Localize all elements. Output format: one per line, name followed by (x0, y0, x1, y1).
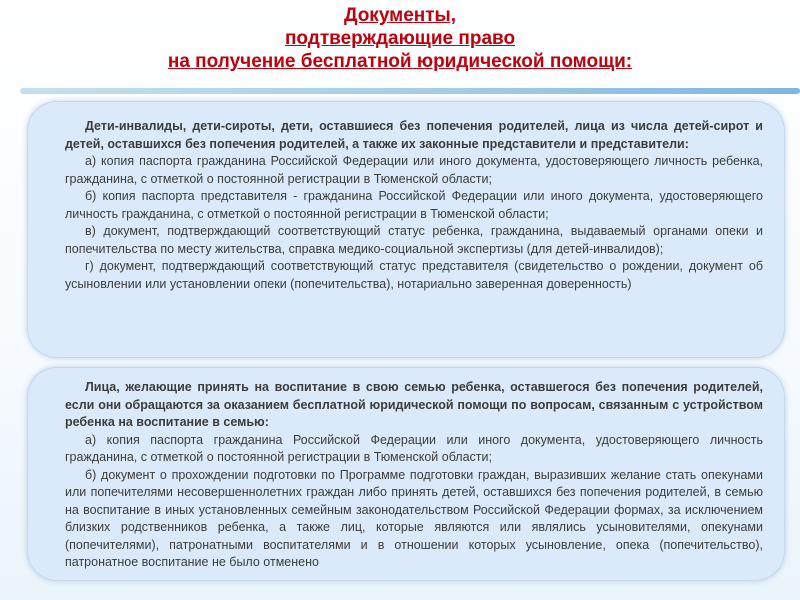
section-panel-children (27, 101, 785, 358)
document-item: в) документ, подтверждающий соответствующий статус ребенка, гражданина, выдаваемый органами опеки и попечительства по месту жительства, справка медико-социальной экспертизы (для детей-инвалидов); (65, 224, 763, 256)
page-title (0, 4, 800, 73)
section-heading: Лица, желающие принять на воспитание в свою семью ребенка, оставшегося без попечения родителей, если они обращаются за оказанием бесплатной юридической помощи по вопросам, связанным с устройством ребенка на воспитание в семью: (65, 380, 763, 429)
document-item: а) копия паспорта гражданина Российской Федерации или иного документа, удостоверяющего личность ребенка, гражданина, с отметкой о постоянной регистрации в Тюменской области; (65, 154, 763, 186)
document-item: б) документ о прохождении подготовки по Программе подготовки граждан, выразивших желание стать опекунами или попечителями несовершеннолетних граждан либо принять детей, оставшихся без попечения родителей, в семью на воспитание в иных установленных семейным законодательством Российской Федерации формах, за исключением близких родственников ребенка, а также лиц, которые являются или являлись усыновителями, опекунами (попечителями), патронатными воспитателями и в отношении которых усыновление, опека (попечительство), патронатное воспитание не было отменено (65, 467, 763, 569)
title-line-1: Документы, (343, 5, 457, 26)
section-panel-foster-families (27, 367, 785, 581)
document-item: а) копия паспорта гражданина Российской Федерации или иного документа, удостоверяющего личность гражданина, с отметкой о постоянной регистрации в Тюменской области; (65, 432, 763, 464)
title-line-3: на получение бесплатной юридической помощи: (167, 51, 633, 72)
title-divider (20, 88, 800, 94)
title-line-2: подтверждающие право (284, 28, 516, 49)
document-item: б) копия паспорта представителя - гражданина Российской Федерации или иного документа, удостоверяющего личность гражданина, с отметкой о постоянной регистрации в Тюменской области; (65, 189, 763, 221)
section-heading: Дети-инвалиды, дети-сироты, дети, оставшиеся без попечения родителей, лица из числа детей-сирот и детей, оставшихся без попечения родителей, а также их законные представители и представители: (65, 119, 763, 151)
document-item: г) документ, подтверждающий соответствующий статус представителя (свидетельство о рождении, документ об усыновлении или установлении опеки (попечительства), нотариально заверенная доверенность) (65, 259, 763, 291)
